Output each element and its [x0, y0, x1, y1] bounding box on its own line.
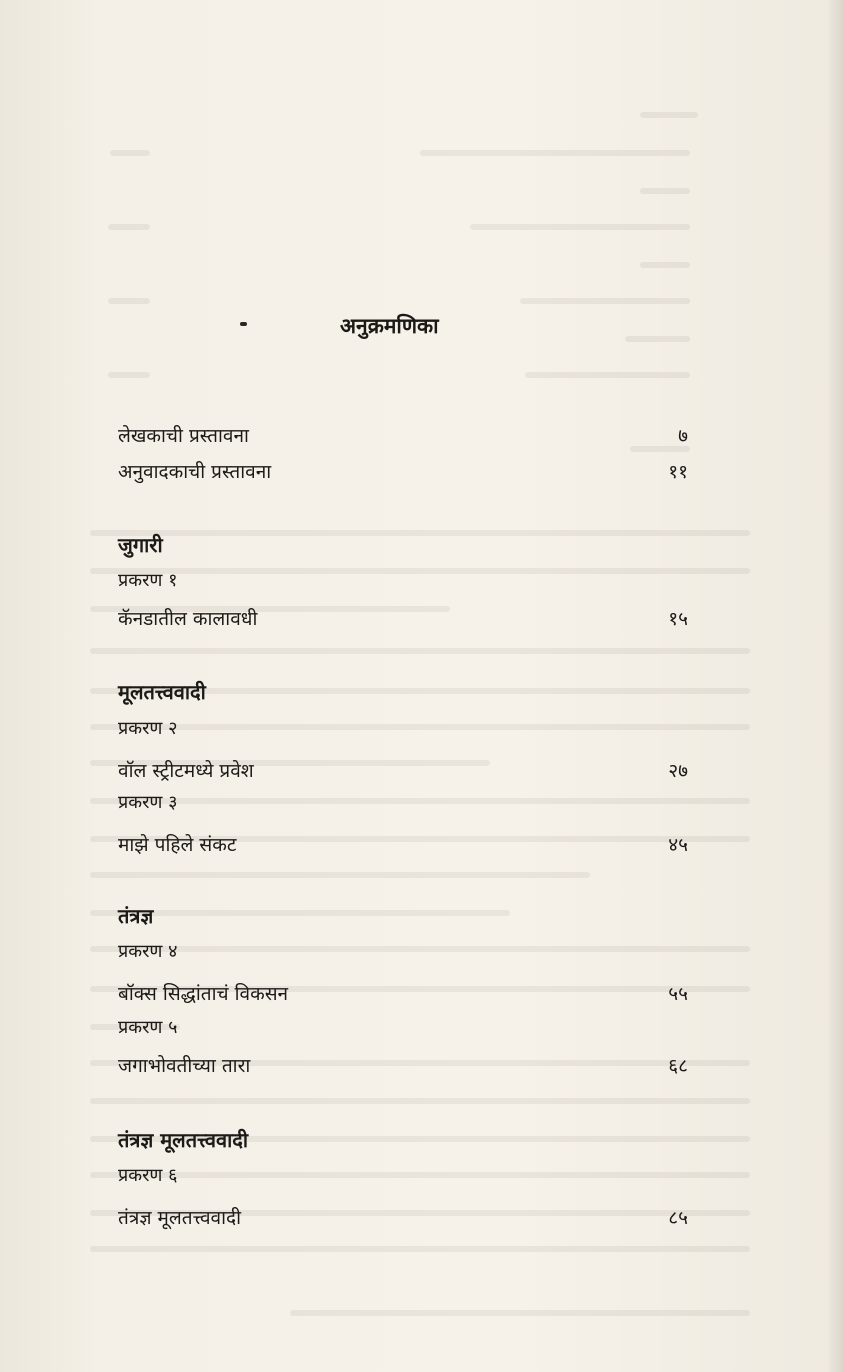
chapter-number: प्रकरण ४ [118, 941, 178, 962]
toc-entry[interactable] [118, 453, 688, 489]
toc-entry-label: लेखकाची प्रस्तावना [118, 425, 249, 447]
toc-entry-label: माझे पहिले संकट [118, 834, 237, 856]
toc-entry[interactable] [118, 752, 688, 788]
chapter-number: प्रकरण ५ [118, 1017, 178, 1038]
chapter-number: प्रकरण ३ [118, 792, 178, 813]
toc-entry-page: ४५ [668, 834, 688, 856]
toc-entry[interactable] [118, 826, 688, 862]
toc-entry-label: कॅनडातील कालावधी [118, 608, 258, 630]
page-title: अनुक्रमणिका [340, 314, 439, 338]
toc-entry-label: वॉल स्ट्रीटमध्ये प्रवेश [118, 760, 254, 782]
toc-entry-label: तंत्रज्ञ मूलतत्त्ववादी [118, 1207, 242, 1229]
toc-entry-label: जगाभोवतीच्या तारा [118, 1055, 251, 1077]
toc-entry-page: ५५ [668, 983, 688, 1005]
toc-entry-page: ६८ [668, 1055, 688, 1077]
toc-entry[interactable] [118, 975, 688, 1011]
chapter-number: प्रकरण ६ [118, 1165, 178, 1186]
section-heading: तंत्रज्ञ मूलतत्त्ववादी [118, 1128, 249, 1152]
chapter-number: प्रकरण १ [118, 570, 178, 591]
toc-entry-label: अनुवादकाची प्रस्तावना [118, 461, 272, 483]
page-edge [829, 0, 843, 1372]
toc-entry[interactable] [118, 1199, 688, 1235]
bullet-mark [240, 322, 247, 326]
section-heading: जुगारी [118, 533, 163, 557]
toc-entry-page: १५ [668, 608, 688, 630]
section-heading: तंत्रज्ञ [118, 904, 154, 928]
section-heading: मूलतत्त्ववादी [118, 680, 206, 704]
toc-entry-page: ८५ [668, 1207, 688, 1229]
toc-entry[interactable] [118, 600, 688, 636]
toc-entry[interactable] [118, 1047, 688, 1083]
toc-entry[interactable] [118, 417, 688, 453]
toc-entry-page: ११ [668, 461, 688, 483]
toc-entry-page: ७ [678, 425, 688, 447]
chapter-number: प्रकरण २ [118, 718, 178, 739]
toc-entry-page: २७ [668, 760, 688, 782]
toc-entry-label: बॉक्स सिद्धांताचं विकसन [118, 983, 289, 1005]
